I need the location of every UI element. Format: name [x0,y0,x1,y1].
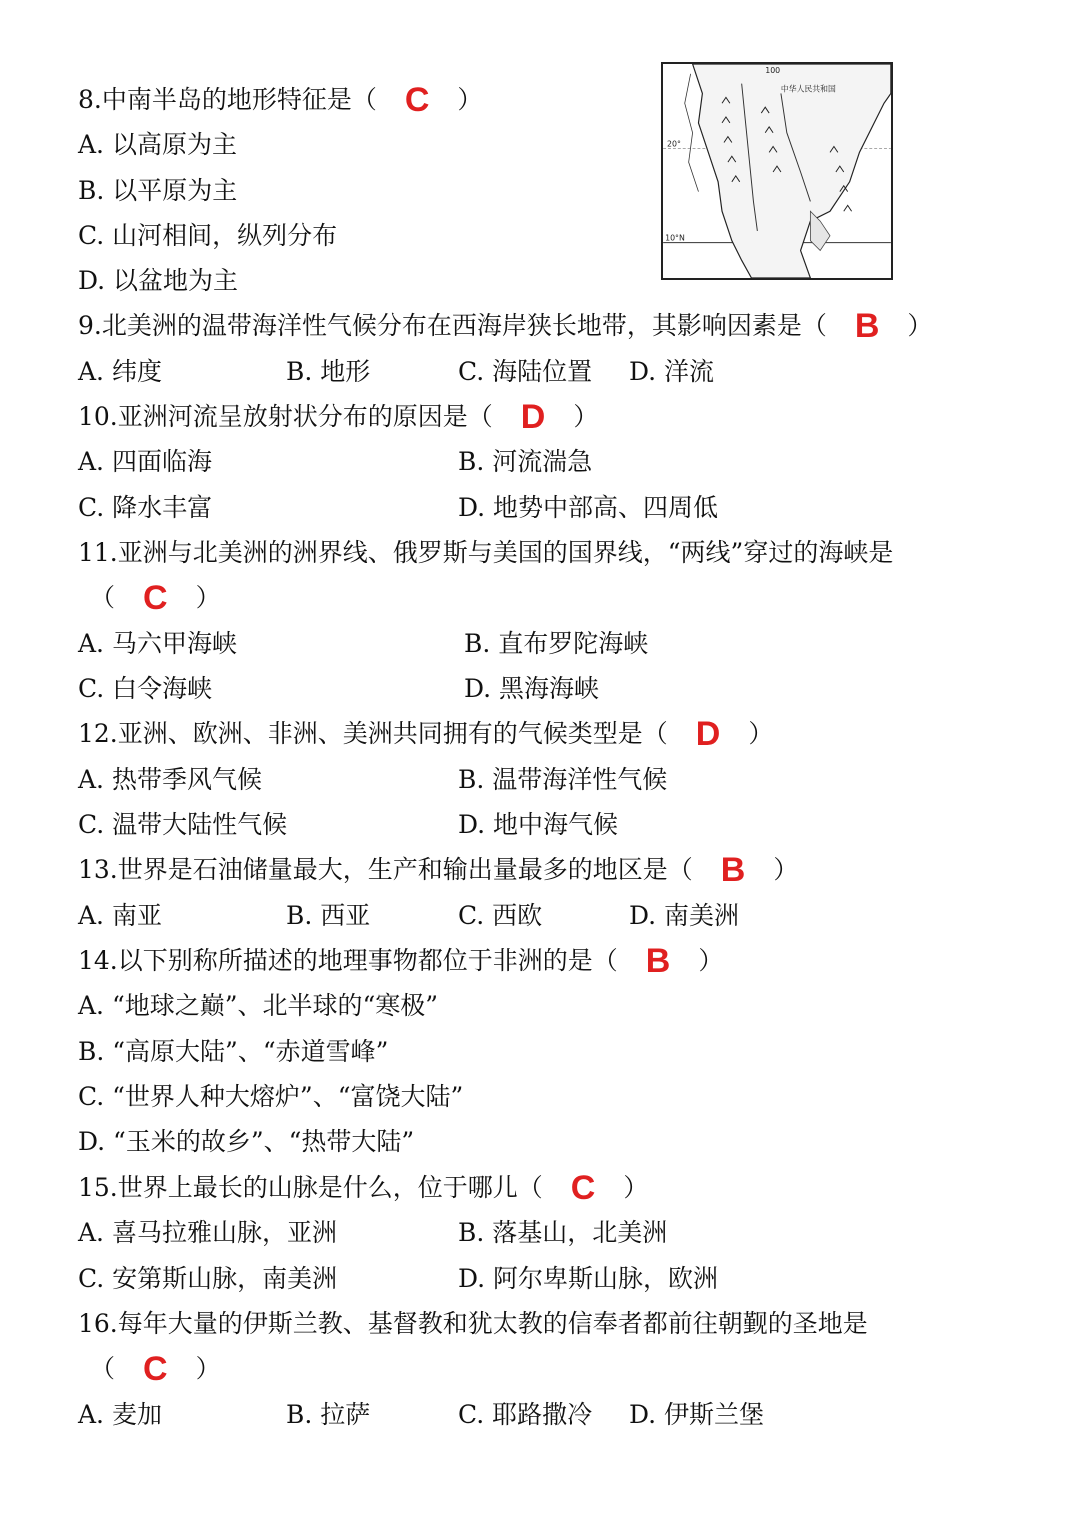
question-14-stem: 14.以下别称所描述的地理事物都位于非洲的是（ B ） [78,942,724,980]
option-c: C. 温带大陆性气候 [78,810,288,839]
option-c: C. 西欧 [458,901,543,930]
option-a: A. 纬度 [78,357,162,386]
question-13-stem: 13.世界是石油储量最大，生产和输出量最多的地区是（ B ） [78,851,799,889]
option-a: A. 四面临海 [78,447,212,476]
option-b: B. 河流湍急 [458,447,593,476]
option-b: B. 西亚 [286,901,371,930]
map-label-lat10: 10°N [665,233,685,243]
answer-mark: C [404,81,430,119]
question-15-stem: 15.世界上最长的山脉是什么，位于哪儿（ C ） [78,1169,649,1207]
option-d: D. 地中海气候 [458,810,619,839]
indochina-map [661,62,893,280]
option-b: B. 温带海洋性气候 [458,765,668,794]
option-d: D. 黑海海峡 [464,674,600,703]
option-a: A. 南亚 [78,901,162,930]
option-a: A. 马六甲海峡 [78,629,237,658]
answer-mark: C [143,1350,168,1388]
map-label-china: 中华人民共和国 [780,84,836,94]
answer-mark: B [645,942,671,980]
option-b: B. 直布罗陀海峡 [464,629,649,658]
answer-mark: D [695,715,721,753]
option-d: D. 地势中部高、四周低 [458,493,719,522]
option-b: B. 落基山，北美洲 [458,1218,668,1247]
map-drawing [663,64,891,278]
question-16-stem: 16.每年大量的伊斯兰教、基督教和犹太教的信奉者都前往朝觐的圣地是 [78,1309,868,1338]
option-a: A. 麦加 [78,1400,162,1429]
option-c: C. 海陆位置 [458,357,593,386]
question-9-stem: 9.北美洲的温带海洋性气候分布在西海岸狭长地带，其影响因素是（ B ） [78,307,933,345]
answer-mark: B [854,307,880,345]
answer-mark: B [720,851,746,889]
option-b: B. 拉萨 [286,1400,371,1429]
option-b: B. 地形 [286,357,371,386]
answer-mark: C [143,579,168,617]
option-c: C. 安第斯山脉，南美洲 [78,1264,338,1293]
question-12-stem: 12.亚洲、欧洲、非洲、美洲共同拥有的气候类型是（ D ） [78,715,774,753]
option-d: D. 洋流 [629,357,715,386]
question-10-stem: 10.亚洲河流呈放射状分布的原因是（ D ） [78,398,599,436]
option-d: D. 伊斯兰堡 [629,1400,765,1429]
option-a: A. 喜马拉雅山脉，亚洲 [78,1218,337,1247]
question-8-stem: 8.中南半岛的地形特征是（ C ） [78,81,483,119]
question-11-stem: 11.亚洲与北美洲的洲界线、俄罗斯与美国的国界线，“两线”穿过的海峡是 [78,538,894,567]
option-c: C. 白令海峡 [78,674,213,703]
answer-mark: D [520,398,546,436]
option-a: A. 热带季风气候 [78,765,262,794]
map-label-lat20: 20° [667,139,681,149]
option-d: D. 南美洲 [629,901,740,930]
option-c: C. 耶路撒冷 [458,1400,593,1429]
option-d: D. 阿尔卑斯山脉，欧洲 [458,1264,719,1293]
option-c: C. 降水丰富 [78,493,213,522]
map-label-lon100: 100 [765,65,781,75]
answer-mark: C [570,1169,596,1207]
